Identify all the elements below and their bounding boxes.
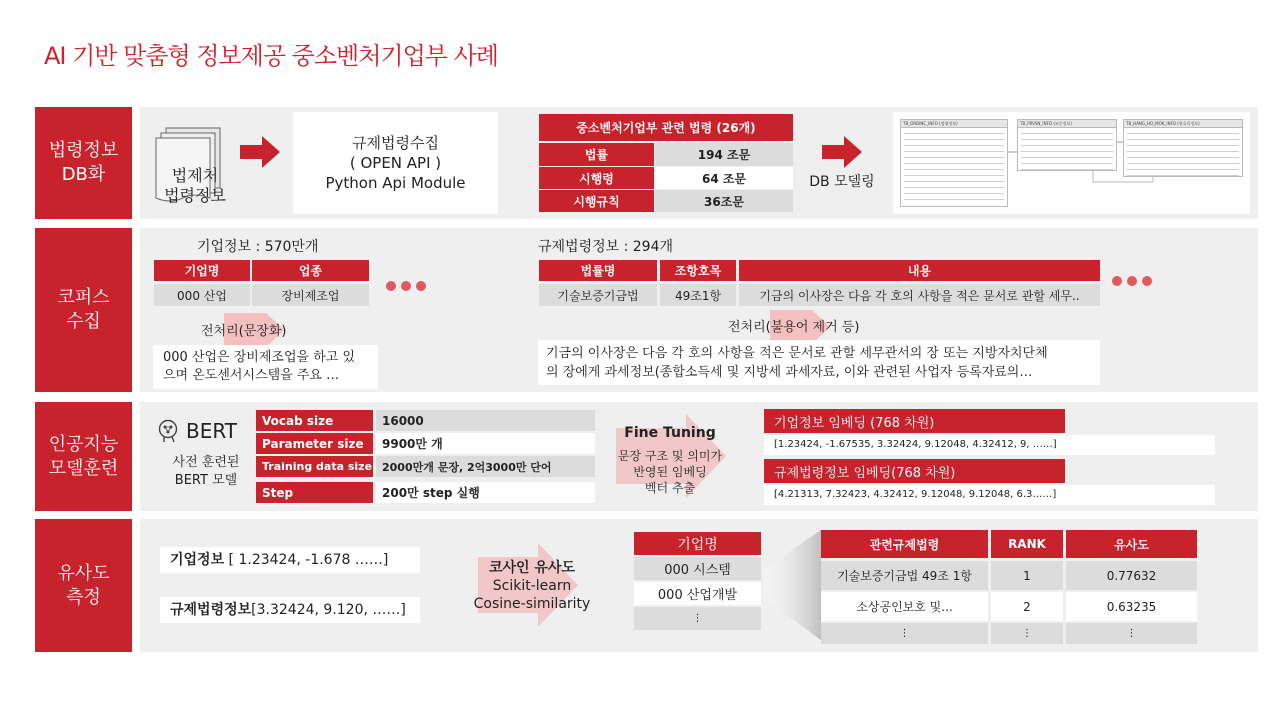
arrow-right-icon [822, 136, 862, 168]
company-list-header: 기업명 [634, 532, 761, 555]
law-vector-label: 규제법령정보 [170, 602, 252, 618]
ellipsis-dot [1142, 276, 1152, 286]
cosine-line1: Scikit-learn [492, 578, 572, 594]
result-rank: ⋮ [991, 623, 1063, 644]
company-header-name: 기업명 [154, 260, 250, 281]
law-cell-content: 기금의 이사장은 다음 각 호의 사항을 적은 문서로 관할 세무.. [739, 284, 1100, 306]
law-header-content: 내용 [739, 260, 1100, 281]
fine-tuning-description: 문장 구조 및 의미가 반영된 임베딩 벡터 추출 [617, 449, 723, 495]
fine-tuning-title: Fine Tuning [624, 425, 716, 441]
result-score: ⋮ [1066, 623, 1197, 644]
bert-name: BERT [186, 419, 238, 443]
company-list-item: ⋮ [634, 607, 761, 630]
law-preprocess-label: 전처리(불용어 제거 등) [728, 320, 860, 335]
row-label-corpus: 코퍼스 수집 [35, 228, 132, 392]
company-embedding-title: 기업정보 임베딩 (768 차원) [764, 409, 1065, 433]
law-count-decree: 64 조문 [655, 167, 793, 189]
result-header-rank: RANK [991, 530, 1063, 558]
company-sentence-box: 000 산업은 장비제조업을 하고 있 으며 온도센서시스템을 주요 … [153, 345, 378, 389]
brain-head-icon [157, 418, 181, 444]
arrow-right-icon [240, 136, 280, 168]
doc-label: 법제처 법령정보 [164, 166, 226, 205]
result-header-law: 관련규제법령 [821, 530, 988, 558]
schema-table-prvsn: TB_PRVSN_INFO (조문정보) [1017, 119, 1117, 171]
ellipsis-dot [1127, 276, 1137, 286]
company-list-item: 000 산업개발 [634, 582, 761, 605]
zoom-wedge-shape [763, 530, 823, 640]
law-embedding-value: [4.21313, 7.32423, 4.32412, 9.12048, 9.12048, 6.3……] [764, 485, 1215, 505]
ellipsis-dot [401, 281, 411, 291]
schema-table-ordinc: TB_ORDINC_INFO (법령정보) [900, 119, 1008, 207]
law-table-title: 중소벤처기업부 관련 법령 (26개) [539, 114, 793, 141]
law-info-title: 규제법령정보 : 294개 [538, 239, 674, 255]
result-header-score: 유사도 [1066, 530, 1197, 558]
param-key-training: Training data size [256, 456, 373, 477]
result-law: ⋮ [821, 623, 988, 644]
company-cell-industry: 장비제조업 [252, 284, 369, 306]
cosine-line2: Cosine-similarity [473, 596, 591, 612]
law-header-article: 조항호목 [660, 260, 736, 281]
company-vector-label: 기업정보 [170, 552, 225, 568]
law-embedding-title: 규제법령정보 임베딩(768 차원) [764, 459, 1065, 483]
law-cell-article: 49조1항 [660, 284, 736, 306]
law-cell-name: 기술보증기금법 [539, 284, 657, 306]
company-info-title: 기업정보 : 570만개 [197, 239, 319, 255]
company-embedding-value: [1.23424, -1.67535, 3.32424, 9.12048, 4.32412, 9, ……] [764, 435, 1215, 455]
param-value-step: 200만 step 실행 [376, 482, 595, 503]
param-key-parameter: Parameter size [256, 433, 373, 454]
company-list-item: 000 시스템 [634, 557, 761, 580]
law-type-rule: 시행규칙 [539, 190, 654, 212]
row-label-model: 인공지능 모델훈련 [35, 402, 132, 511]
company-header-industry: 업종 [252, 260, 369, 281]
bert-description: 사전 훈련된 BERT 모델 [172, 455, 240, 488]
company-preprocess-label: 전처리(문장화) [201, 324, 287, 339]
cosine-title: 코사인 유사도 [488, 560, 576, 576]
api-collector-box: 규제법령수집 ( OPEN API ) Python Api Module [293, 112, 498, 214]
result-law: 기술보증기금법 49조 1항 [821, 561, 988, 590]
page-title: AI 기반 맞춤형 정보제공 중소벤처기업부 사례 [44, 42, 498, 70]
param-value-parameter: 9900만 개 [376, 433, 595, 454]
company-vector-value: [ 1.23424, -1.678 ……] [224, 552, 389, 568]
db-modeling-label: DB 모델링 [809, 174, 875, 190]
law-vector-value: [3.32424, 9.120, ……] [251, 602, 406, 618]
law-type-statute: 법률 [539, 143, 654, 166]
param-value-vocab: 16000 [376, 410, 595, 431]
result-score: 0.63235 [1066, 592, 1197, 621]
company-vector-box [160, 547, 420, 573]
schema-table-hang: TB_HANG_HO_MOK_INFO (항호목정보) [1123, 119, 1243, 177]
company-cell-name: 000 산업 [154, 284, 250, 306]
row-label-similarity: 유사도 측정 [35, 519, 132, 652]
param-key-step: Step [256, 482, 373, 503]
result-law: 소상공인보호 및... [821, 592, 988, 621]
law-vector-box [160, 597, 420, 623]
law-count-statute: 194 조문 [655, 143, 793, 166]
law-sentence-box: 기금의 이사장은 다음 각 호의 사항을 적은 문서로 관할 세무관서의 장 또는 지방자치단체 의 장에게 과세정보(종합소득세 및 지방세 과세자료, 이와 관련된 사업자 등록자료의… [538, 340, 1100, 385]
row-label-db: 법령정보 DB화 [35, 107, 132, 219]
ellipsis-dot [1112, 276, 1122, 286]
law-header-name: 법률명 [539, 260, 657, 281]
param-value-training: 2000만개 문장, 2억3000만 단어 [376, 456, 595, 477]
law-count-rule: 36조문 [655, 190, 793, 212]
schema-diagram [893, 112, 1250, 214]
result-rank: 1 [991, 561, 1063, 590]
result-score: 0.77632 [1066, 561, 1197, 590]
law-type-decree: 시행령 [539, 167, 654, 189]
result-rank: 2 [991, 592, 1063, 621]
param-key-vocab: Vocab size [256, 410, 373, 431]
ellipsis-dot [416, 281, 426, 291]
ellipsis-dot [386, 281, 396, 291]
